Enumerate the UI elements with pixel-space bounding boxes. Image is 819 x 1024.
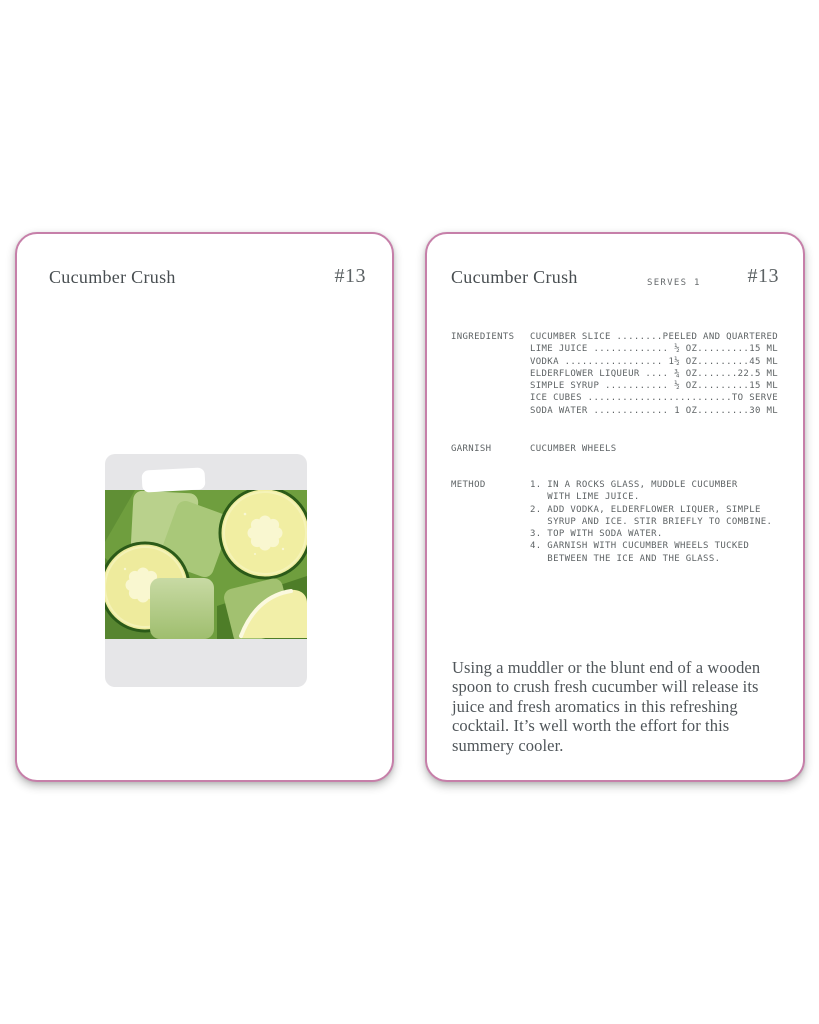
garnish-value: CUCUMBER WHEELS [530,444,617,454]
text-line: ICE CUBES .........................TO SERVE [530,393,779,404]
text-line: summery cooler. [452,735,564,755]
description-paragraph [452,658,788,755]
method-label: METHOD [451,480,486,490]
drink-liquid [105,488,307,645]
rocks-glass-illustration [105,454,307,687]
garnish-label: GARNISH [451,444,492,454]
text-line: CUCUMBER SLICE ........PEELED AND QUARTERED [530,332,779,342]
text-line: SODA WATER ............. 1 OZ.........30 ML [530,405,779,416]
serves-label: SERVES 1 [647,278,701,288]
text-line: cocktail. It’s well worth the effort for this [452,716,730,736]
text-line: spoon to crush fresh cucumber will release its [452,677,759,697]
text-line: Using a muddler or the blunt end of a wooden [452,658,761,677]
ingredients-label: INGREDIENTS [451,332,515,342]
card-number: #13 [334,265,366,287]
cucumber-wheel [220,488,307,578]
text-line: 1. IN A ROCKS GLASS, MUDDLE CUCUMBER [530,480,738,490]
text-line: ELDERFLOWER LIQUEUR .... ¾ OZ.......22.5 ML [530,368,779,379]
glass-highlight [141,467,205,492]
text-line: 4. GARNISH WITH CUCUMBER WHEELS TUCKED [530,541,750,552]
text-line: 3. TOP WITH SODA WATER. [530,529,663,540]
text-line: 2. ADD VODKA, ELDERFLOWER LIQUER, SIMPLE [530,504,761,515]
card-number: #13 [747,265,779,287]
text-line: LIME JUICE ............. ½ OZ.........15 ML [530,344,779,355]
front-card [15,232,394,782]
ingredients-list [530,331,778,417]
text-line: juice and fresh aromatics in this refreshing [452,696,738,716]
text-line: BETWEEN THE ICE AND THE GLASS. [530,553,721,564]
method-steps [530,479,772,565]
ice-cube [150,578,214,639]
card-title: Cucumber Crush [49,267,176,287]
text-line: SYRUP AND ICE. STIR BRIEFLY TO COMBINE. [530,516,773,527]
text-line: VODKA ................. 1½ OZ.........45 ML [530,356,779,367]
text-line: SIMPLE SYRUP ........... ½ OZ.........15 ML [530,381,779,392]
text-line: WITH LIME JUICE. [530,492,640,503]
recipe-card [425,232,805,782]
card-title: Cucumber Crush [451,267,578,287]
